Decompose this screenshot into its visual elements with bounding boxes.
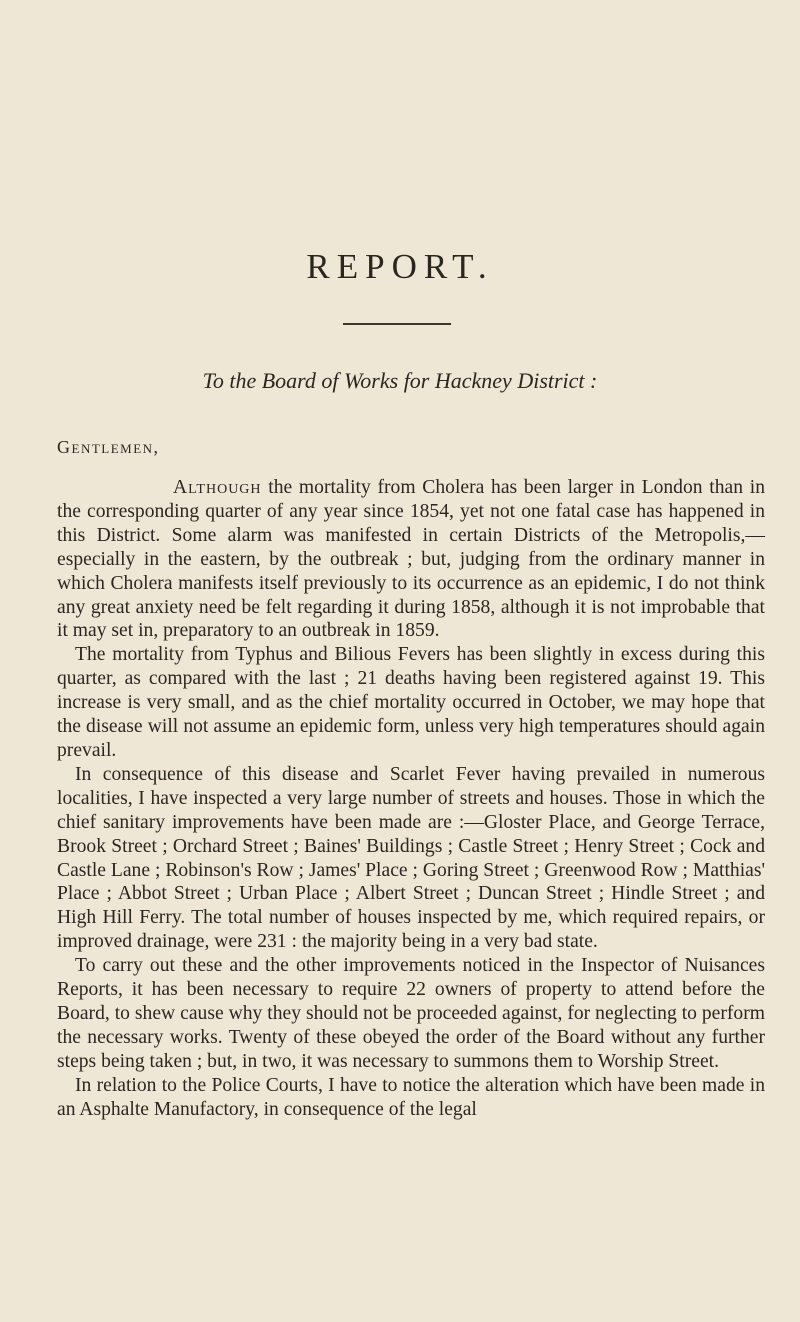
paragraph-typhus: The mortality from Typhus and Bilious Fevers has been slightly in excess during this quarter, as compared with the last ; 21 deaths having been registered against 19. This increase is very small, and as the chief mortality occurred in October, we may hope that the disease will not assume an epidemic form, unless very high temperatures should again prevail. [57,644,765,761]
title-divider [343,323,451,325]
paragraph-text: the mortality from Cholera has been larger in London than in the corresponding quarter of any year since 1854, yet not one fatal case has happened in this District. Some alarm was manifested in certain Districts of the Metropolis,—especially in the eastern, by the outbreak ; but, judging from the ordinary manner in which Cholera manifests itself previously to its occurrence as an epidemic, I do not think any great anxiety need be felt regarding it during 1858, although it is not improbable that it may set in, preparatory to an outbreak in 1859. [57,477,765,642]
paragraph-owners: To carry out these and the other improvements noticed in the Inspector of Nuisances Reports, it has been necessary to require 22 owners of property to attend before the Board, to shew cause why they should not be proceeded against, for neglecting to perform the necessary works. Twenty of these obeyed the order of the Board without any further steps being taken ; but, in two, it was necessary to summons them to Worship Street. [57,955,765,1072]
report-body [57,476,765,1121]
paragraph-cholera [57,476,765,643]
paragraph-police-courts: In relation to the Police Courts, I have to notice the alteration which have been made in an Asphalte Manufactory, in consequence of the legal [57,1074,765,1120]
paragraph-lead-word: Although [173,477,262,498]
paragraph-inspections: In consequence of this disease and Scarlet Fever having prevailed in numerous localities, I have inspected a very large number of streets and houses. Those in which the chief sanitary improvements have been made are :—Gloster Place, and George Terrace, Brook Street ; Orchard Street ; Baines' Buildings ; Castle Street ; Henry Street ; Cock and Castle Lane ; Robinson's Row ; James' Place ; Goring Street ; Greenwood Row ; Matthias' Place ; Abbot Street ; Urban Place ; Albert Street ; Duncan Street ; Hindle Street ; and High Hill Ferry. The total number of houses inspected by me, which required repairs, or improved drainage, were 231 : the majority being in a very bad state. [57,763,765,953]
report-address: To the Board of Works for Hackney District : [202,368,598,393]
report-title: REPORT. [306,247,494,286]
salutation: Gentlemen, [57,437,160,457]
